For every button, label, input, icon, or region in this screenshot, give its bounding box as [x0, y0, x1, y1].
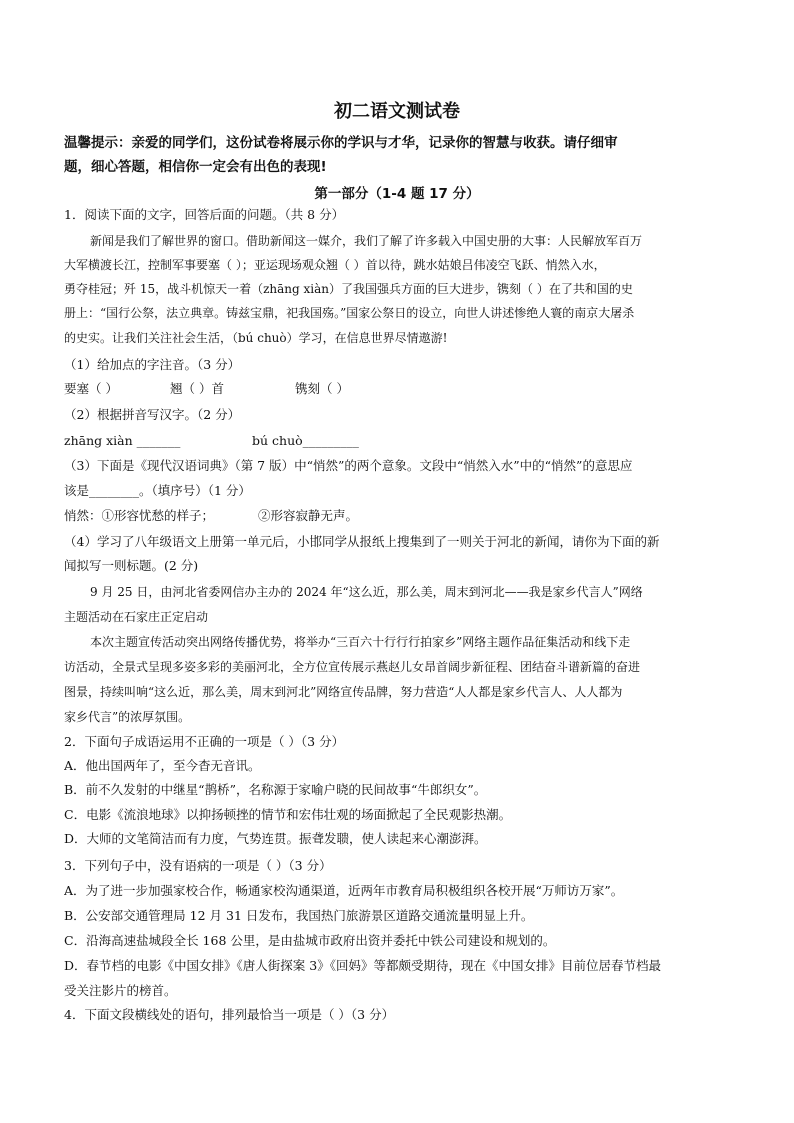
sub-question-1-4: （4）学习了八年级语文上册第一单元后，小邯同学从报纸上搜集到了一则关于河北的新闻，请你为下面的新: [64, 534, 660, 549]
option-a: A．他出国两年了，至今杳无音讯。: [64, 758, 261, 773]
answer-blank: zhāng xiàn _______: [64, 433, 181, 448]
news-line: 9 月 25 日，由河北省委网信办主办的 2024 年“这么近，那么美，周末到河北——我是家乡代言人”网络: [90, 585, 643, 599]
option-d-cont: 受关注影片的榜首。: [64, 983, 177, 998]
passage-line: 册上：“国行公祭，法立典章。铸兹宝鼎，祀我国殇。”国家公祭日的设立，向世人讲述惨绝人寰的南京大屠杀: [64, 306, 635, 320]
option-d: D．春节档的电影《中国女排》《唐人街探案 3》《回妈》等都颇受期待，现在《中国女排》目前位居春节档最: [64, 958, 661, 973]
tip-line-1: 温馨提示：亲爱的同学们，这份试卷将展示你的学识与才华，记录你的智慧与收获。请仔细审: [64, 135, 618, 151]
answer-blank: 镌刻（ ）: [295, 381, 349, 396]
option-a: A．为了进一步加强家校合作，畅通家校沟通渠道，近两年市教育局积极组织各校开展“万师访万家”。: [64, 883, 624, 898]
sub-question-1-3: （3）下面是《现代汉语词典》（第 7 版）中“悄然”的两个意象。文段中“悄然入水”中的“悄然”的意思应: [64, 458, 633, 473]
tip-line-2: 题，细心答题，相信你一定会有出色的表现!: [64, 159, 327, 175]
passage-line: 大军横渡长江，控制军事要塞（ ）；亚运现场观众翘（ ）首以待，跳水姑娘吕伟凌空飞跃、悄然入水，: [64, 258, 606, 272]
sub-question-1-2: （2）根据拼音写汉字。（2 分）: [64, 407, 241, 422]
news-line: 访活动，全景式呈现多姿多彩的美丽河北，全方位宣传展示燕赵儿女昂首阔步新征程、团结奋斗谱新篇的奋进: [64, 660, 641, 674]
answer-blank: 要塞（ ）: [64, 381, 118, 396]
sub-question-1-1: （1）给加点的字注音。（3 分）: [64, 357, 241, 372]
definition: ②形容寂静无声。: [258, 508, 359, 523]
question-4-heading: 4．下面文段横线处的语句，排列最恰当一项是（ ）（3 分）: [64, 1007, 395, 1022]
question-3-heading: 3．下列句子中，没有语病的一项是（ ）（3 分）: [64, 858, 332, 873]
sub-question-1-3-cont: 该是________。（填序号）（1 分）: [64, 483, 251, 498]
option-c: C．电影《流浪地球》以抑扬顿挫的情节和宏伟壮观的场面掀起了全民观影热潮。: [64, 807, 512, 822]
answer-blank: 翘（ ）首: [170, 381, 224, 396]
option-c: C．沿海高速盐城段全长 168 公里，是由盐城市政府出资并委托中铁公司建设和规划的。: [64, 933, 556, 948]
page-title: 初二语文测试卷: [334, 101, 460, 122]
section-heading: 第一部分（1-4 题 17 分）: [314, 186, 480, 202]
definition: 悄然：①形容忧愁的样子；: [64, 508, 215, 523]
answer-blank: bú chuò_________: [252, 433, 359, 448]
question-2-heading: 2．下面句子成语运用不正确的一项是（ ）（3 分）: [64, 734, 345, 749]
news-line: 图景，持续叫响“这么近，那么美，周末到河北”网络宣传品牌，努力营造“人人都是家乡代言人、人人都为: [64, 685, 623, 699]
passage-line: 的史实。让我们关注社会生活，（bú chuò）学习，在信息世界尽情遨游!: [64, 331, 448, 345]
option-b: B．前不久发射的中继星“鹊桥”，名称源于家喻户晓的民间故事“牛郎织女”。: [64, 782, 487, 797]
news-line: 主题活动在石家庄正定启动: [64, 610, 209, 624]
option-d: D．大师的文笔简洁而有力度，气势连贯。振聋发聩，使人读起来心潮澎湃。: [64, 831, 487, 846]
option-b: B．公安部交通管理局 12 月 31 日发布，我国热门旅游景区道路交通流量明显上升。: [64, 908, 534, 923]
passage-line: 勇夺桂冠；歼 15，战斗机惊天一着（zhāng xiàn）了我国强兵方面的巨大进步，镌刻（ ）在了共和国的史: [64, 282, 633, 296]
sub-question-1-4-cont: 闻拟写一则标题。(2 分): [64, 558, 199, 573]
passage-line: 新闻是我们了解世界的窗口。借助新闻这一媒介，我们了解了许多载入中国史册的大事：人民解放军百万: [90, 234, 643, 248]
news-line: 本次主题宣传活动突出网络传播优势，将举办“三百六十行行行拍家乡”网络主题作品征集活动和线下走: [90, 635, 631, 649]
question-1-heading: 1．阅读下面的文字，回答后面的问题。（共 8 分）: [64, 207, 345, 222]
news-line: 家乡代言”的浓厚氛围。: [64, 710, 191, 724]
